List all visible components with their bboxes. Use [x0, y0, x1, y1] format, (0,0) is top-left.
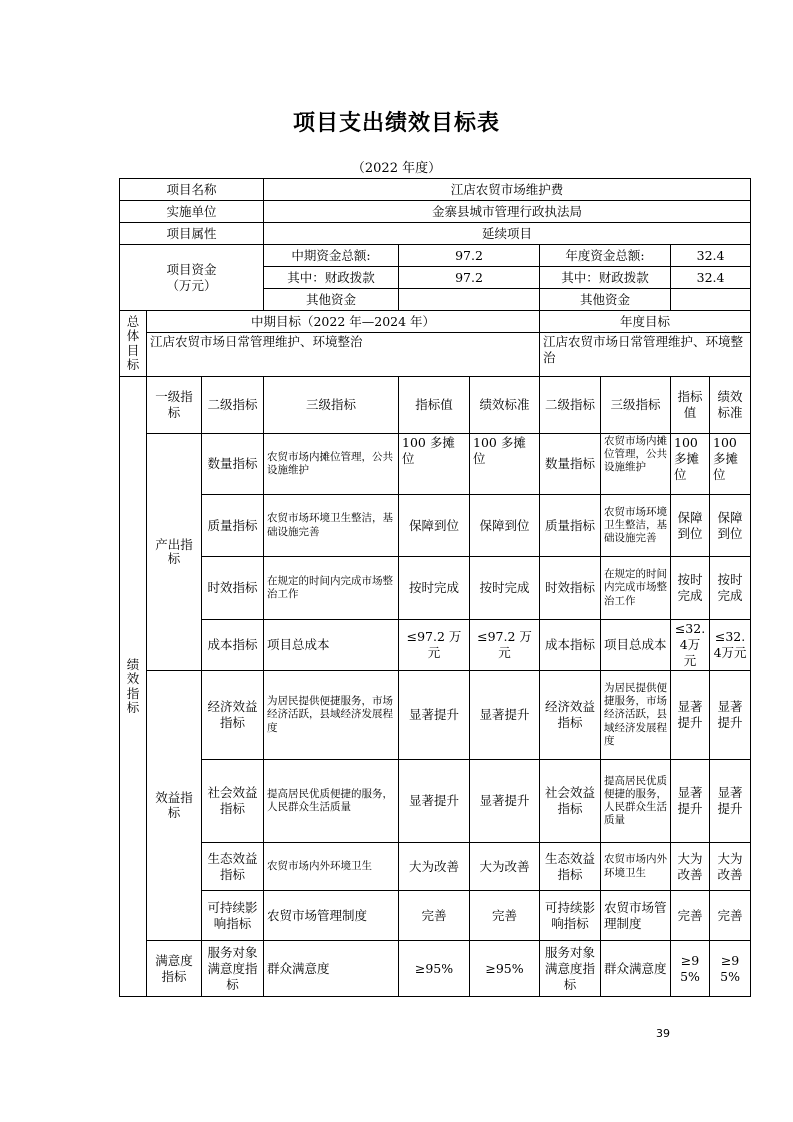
item-l3: 为居民提供便捷服务，市场经济活跃，县域经济发展程度: [264, 671, 399, 760]
goals-label: 总体目标: [120, 311, 147, 377]
header-standard-year: 绩效标准: [710, 377, 751, 434]
item-standard-year: 100多摊位: [710, 434, 751, 495]
item-standard: 显著提升: [470, 760, 540, 843]
year-goal-header: 年度目标: [540, 311, 751, 333]
item-value-year: 100多摊位: [671, 434, 710, 495]
item-l3-year: 在规定的时间内完成市场整治工作: [601, 557, 671, 620]
item-l2: 服务对象满意度指标: [202, 941, 264, 997]
item-l3-year: 项目总成本: [601, 620, 671, 671]
item-standard-year: 完善: [710, 891, 751, 941]
item-l2-year: 社会效益指标: [540, 760, 601, 843]
year-fiscal-value: 32.4: [671, 267, 751, 289]
header-standard: 绩效标准: [470, 377, 540, 434]
item-l2-year: 时效指标: [540, 557, 601, 620]
header-level1: 一级指标: [147, 377, 202, 434]
item-l2: 数量指标: [202, 434, 264, 495]
page-title: 项目支出绩效目标表: [292, 111, 500, 136]
item-l3-year: 农贸市场内摊位管理，公共设施维护: [601, 434, 671, 495]
item-l2-year: 质量指标: [540, 495, 601, 557]
header-value-year: 指标值: [671, 377, 710, 434]
item-standard-year: ≥95%: [710, 941, 751, 997]
item-l3-year: 提高居民优质便捷的服务，人民群众生活质量: [601, 760, 671, 843]
header-level2-year: 二级指标: [540, 377, 601, 434]
perf-label: 绩效指标: [120, 377, 147, 997]
mid-other-value: [399, 289, 540, 311]
item-value-year: 大为改善: [671, 843, 710, 891]
item-l2-year: 经济效益指标: [540, 671, 601, 760]
table-row: [120, 557, 751, 620]
funds-label: [120, 245, 264, 311]
output-label: 产出指标: [147, 434, 202, 671]
item-value-year: 显著提升: [671, 671, 710, 760]
item-value: 显著提升: [399, 760, 470, 843]
item-standard-year: 显著提升: [710, 671, 751, 760]
funds-label-line2: （万元）: [166, 277, 217, 293]
item-l2-year: 数量指标: [540, 434, 601, 495]
project-name-label: 项目名称: [120, 179, 264, 201]
header-value: 指标值: [399, 377, 470, 434]
item-l2: 经济效益指标: [202, 671, 264, 760]
table-row: [120, 620, 751, 671]
item-value: 显著提升: [399, 671, 470, 760]
item-value-year: 显著提升: [671, 760, 710, 843]
item-value: 保障到位: [399, 495, 470, 557]
header-level3: 三级指标: [264, 377, 399, 434]
header-level3-year: 三级指标: [601, 377, 671, 434]
item-value-year: ≤32.4万元: [671, 620, 710, 671]
item-l2: 时效指标: [202, 557, 264, 620]
item-standard-year: 保障到位: [710, 495, 751, 557]
item-value: 100 多摊位: [399, 434, 470, 495]
item-l2-year: 生态效益指标: [540, 843, 601, 891]
year-label: （2022 年度）: [351, 161, 442, 176]
item-l3: 农贸市场内外环境卫生: [264, 843, 399, 891]
mid-total-label: 中期资金总额:: [264, 245, 399, 267]
benefit-label: 效益指标: [147, 671, 202, 941]
item-l2: 生态效益指标: [202, 843, 264, 891]
year-total-value: 32.4: [671, 245, 751, 267]
item-standard: 完善: [470, 891, 540, 941]
item-value-year: ≥95%: [671, 941, 710, 997]
mid-fiscal-value: 97.2: [399, 267, 540, 289]
item-l2-year: 服务对象满意度指标: [540, 941, 601, 997]
item-standard: 按时完成: [470, 557, 540, 620]
item-value: ≤97.2 万元: [399, 620, 470, 671]
item-l3-year: 农贸市场内外环境卫生: [601, 843, 671, 891]
project-name-value: 江店农贸市场维护费: [264, 179, 751, 201]
item-standard-year: 按时完成: [710, 557, 751, 620]
year-goal-text: 江店农贸市场日常管理维护、环境整治: [540, 333, 751, 377]
item-standard: 100 多摊位: [470, 434, 540, 495]
item-standard: ≤97.2 万元: [470, 620, 540, 671]
attr-label: 项目属性: [120, 223, 264, 245]
item-l3: 项目总成本: [264, 620, 399, 671]
item-l2: 可持续影响指标: [202, 891, 264, 941]
mid-goal-text: 江店农贸市场日常管理维护、环境整治: [147, 333, 540, 377]
item-value-year: 完善: [671, 891, 710, 941]
item-l2-year: 成本指标: [540, 620, 601, 671]
item-standard-year: 大为改善: [710, 843, 751, 891]
item-l3: 农贸市场管理制度: [264, 891, 399, 941]
mid-total-value: 97.2: [399, 245, 540, 267]
item-standard: 大为改善: [470, 843, 540, 891]
item-value-year: 保障到位: [671, 495, 710, 557]
satisfaction-label: 满意度指标: [147, 941, 202, 997]
table-row: [120, 843, 751, 891]
item-l3: 群众满意度: [264, 941, 399, 997]
item-standard-year: ≤32.4万元: [710, 620, 751, 671]
year-other-label: 其他资金: [540, 289, 671, 311]
funds-label-line1: 项目资金: [166, 261, 217, 277]
item-l3-year: 为居民提供便捷服务，市场经济活跃，县域经济发展程度: [601, 671, 671, 760]
table-row: [120, 434, 751, 495]
year-total-label: 年度资金总额:: [540, 245, 671, 267]
item-l2: 社会效益指标: [202, 760, 264, 843]
mid-other-label: 其他资金: [264, 289, 399, 311]
mid-fiscal-label: 其中：财政拨款: [264, 267, 399, 289]
item-standard-year: 显著提升: [710, 760, 751, 843]
item-standard: ≥95%: [470, 941, 540, 997]
item-l3-year: 群众满意度: [601, 941, 671, 997]
item-value-year: 按时完成: [671, 557, 710, 620]
item-value: 大为改善: [399, 843, 470, 891]
item-standard: 保障到位: [470, 495, 540, 557]
table-row: [120, 495, 751, 557]
table-row: [120, 671, 751, 760]
page-number: 39: [656, 1027, 670, 1040]
item-l3-year: 农贸市场环境卫生整洁，基础设施完善: [601, 495, 671, 557]
item-standard: 显著提升: [470, 671, 540, 760]
table-row: [120, 760, 751, 843]
item-l3: 农贸市场环境卫生整洁，基础设施完善: [264, 495, 399, 557]
mid-goal-header: 中期目标（2022 年—2024 年）: [147, 311, 540, 333]
performance-target-table: [119, 178, 751, 997]
item-l3: 在规定的时间内完成市场整治工作: [264, 557, 399, 620]
table-row: [120, 891, 751, 941]
item-l2: 质量指标: [202, 495, 264, 557]
item-l3: 农贸市场内摊位管理，公共设施维护: [264, 434, 399, 495]
item-l3: 提高居民优质便捷的服务，人民群众生活质量: [264, 760, 399, 843]
item-value: 完善: [399, 891, 470, 941]
unit-value: 金寨县城市管理行政执法局: [264, 201, 751, 223]
item-l2-year: 可持续影响指标: [540, 891, 601, 941]
unit-label: 实施单位: [120, 201, 264, 223]
item-l2: 成本指标: [202, 620, 264, 671]
item-l3-year: 农贸市场管理制度: [601, 891, 671, 941]
table-row: [120, 941, 751, 997]
year-other-value: [671, 289, 751, 311]
header-level2: 二级指标: [202, 377, 264, 434]
item-value: ≥95%: [399, 941, 470, 997]
attr-value: 延续项目: [264, 223, 751, 245]
year-fiscal-label: 其中：财政拨款: [540, 267, 671, 289]
item-value: 按时完成: [399, 557, 470, 620]
